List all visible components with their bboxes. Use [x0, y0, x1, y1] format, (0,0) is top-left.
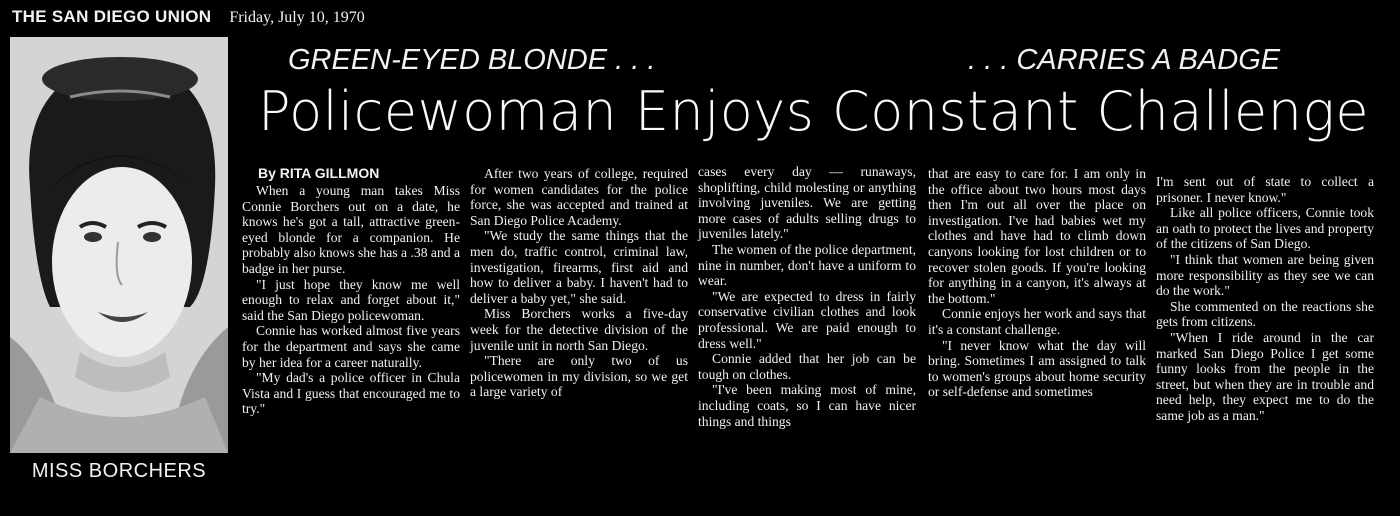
article-column-4 — [928, 166, 1146, 400]
paragraph: After two years of college, required for women candidates for the police force, she was accepted and trained at San Diego Police Academy. — [470, 166, 688, 228]
headline: Policewoman Enjoys Constant Challenge — [258, 80, 1370, 143]
paragraph: When a young man takes Miss Connie Borchers out on a date, he knows he's got a tall, attractive green-eyed blonde for a companion. He probably also knows she has a .38 and a badge in her purse. — [242, 183, 460, 276]
photo-caption: MISS BORCHERS — [31, 460, 207, 482]
portrait-illustration — [10, 37, 228, 453]
article-column-5 — [1156, 174, 1374, 424]
article-column-3 — [698, 164, 916, 429]
paragraph: Connie enjoys her work and says that it's a constant challenge. — [928, 306, 1146, 337]
paragraph: Miss Borchers works a five-day week for the detective division of the juvenile unit in north San Diego. — [470, 306, 688, 353]
article-column-2 — [470, 166, 688, 400]
paragraph: "We study the same things that the men do, traffic control, criminal law, investigation, firearms, first aid and how to deliver a baby. I haven't had to deliver a baby yet," she said. — [470, 228, 688, 306]
kicker-left: GREEN-EYED BLONDE . . . — [288, 44, 656, 76]
paragraph: cases every day — runaways, shoplifting, child molesting or anything involving juveniles. We are getting more cases of adults selling drugs to juveniles lately." — [698, 164, 916, 242]
paragraph: "We are expected to dress in fairly conservative civilian clothes and look professional. We are paid enough to dress well." — [698, 288, 916, 351]
paragraph: "There are only two of us policewomen in my division, so we get a large variety of — [470, 353, 688, 400]
paragraph: "I've been making most of mine, including coats, so I can have nicer things and things — [698, 382, 916, 429]
paragraph: The women of the police department, nine in number, don't have a uniform to wear. — [698, 241, 916, 289]
byline: By RITA GILLMON — [258, 165, 380, 181]
newspaper-name: THE SAN DIEGO UNION — [12, 7, 212, 26]
paragraph: I'm sent out of state to collect a prisoner. I never know." — [1156, 174, 1374, 205]
paragraph: Connie added that her job can be tough on clothes. — [698, 351, 916, 382]
masthead — [12, 7, 365, 31]
kicker-right: . . . CARRIES A BADGE — [968, 44, 1281, 76]
paragraph: "I think that women are being given more responsibility as they see we can do the work." — [1156, 251, 1374, 299]
paragraph: "My dad's a police officer in Chula Vista and I guess that encouraged me to try." — [242, 370, 460, 417]
paragraph: She commented on the reactions she gets from citizens. — [1156, 298, 1374, 330]
paragraph: Connie has worked almost five years for the department and says she came by her idea for a career naturally. — [242, 323, 460, 370]
paragraph: "When I ride around in the car marked San Diego Police I get some funny looks from the people in the street, but when they are in trouble and need help, they expect me to do the same job as a man." — [1156, 329, 1374, 423]
paragraph: "I never know what the day will bring. Sometimes I am assigned to talk to women's groups about home security or self-defense and sometimes — [928, 337, 1146, 400]
portrait-photo — [10, 37, 228, 453]
issue-date: Friday, July 10, 1970 — [229, 9, 365, 26]
paragraph: Like all police officers, Connie took an oath to protect the lives and property of the citizens of San Diego. — [1156, 205, 1374, 252]
paragraph: "I just hope they know me well enough to relax and forget about it," said the San Diego policewoman. — [242, 276, 460, 323]
paragraph: that are easy to care for. I am only in the office about two hours most days then I'm out all over the place on investigation. I've had babies wet my clothes and have had to climb down canyons looking for lost children or to recover stolen goods. If you're looking for anything in a canyon, it's always at the bottom." — [928, 166, 1146, 306]
article-column-1 — [242, 183, 460, 417]
